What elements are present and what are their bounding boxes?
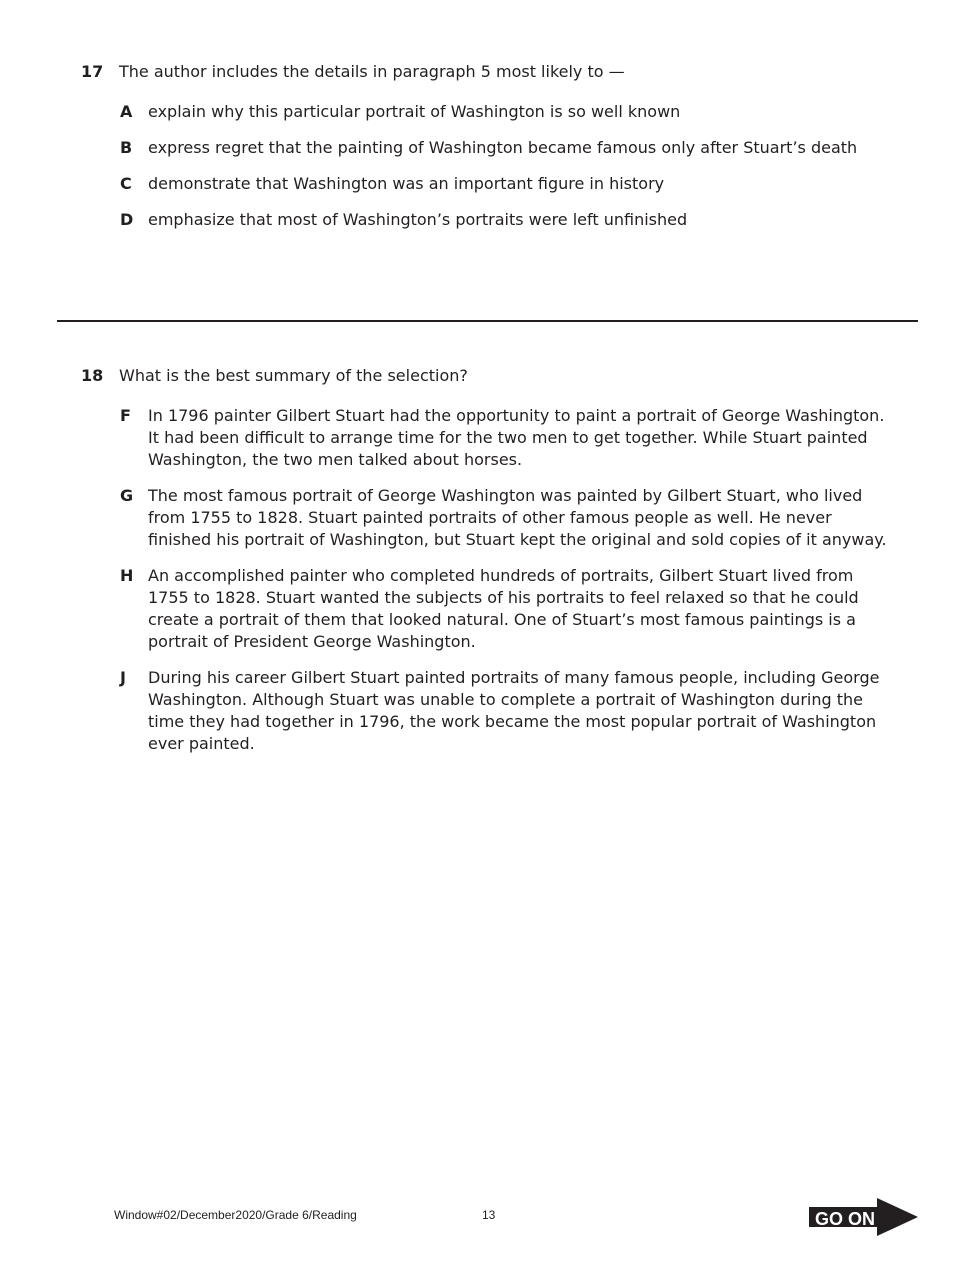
answer-option-b[interactable] (120, 137, 891, 159)
option-letter: C (120, 174, 132, 193)
option-text: explain why this particular portrait of Washington is so well known (148, 102, 681, 121)
go-on-label: GO ON (815, 1209, 876, 1229)
option-letter: G (120, 486, 134, 505)
answer-option-f[interactable] (120, 405, 891, 471)
option-text: During his career Gilbert Stuart painted portraits of many famous people, including George Washington. Although Stuart was unable to complete a portrait of Washington during the time they had together in 1796, the work became the most popular portrait of Washington ever painted. (148, 668, 880, 753)
answer-option-g[interactable] (120, 485, 891, 551)
question-header (81, 61, 891, 83)
question-number: 18 (81, 366, 104, 385)
option-text: An accomplished painter who completed hundreds of portraits, Gilbert Stuart lived from 1755 to 1828. Stuart wanted the subjects of his portraits to feel relaxed so that he could create a portrait of them that looked natural. One of Stuart’s most famous paintings is a portrait of President George Washington. (148, 566, 859, 651)
question-18 (81, 365, 891, 769)
question-17 (81, 61, 891, 245)
answer-options (120, 405, 891, 755)
question-number: 17 (81, 62, 104, 81)
question-stem: What is the best summary of the selection? (119, 366, 468, 385)
option-text: The most famous portrait of George Washington was painted by Gilbert Stuart, who lived from 1755 to 1828. Stuart painted portraits of other famous people as well. He never finished his portrait of Washington, but Stuart kept the original and sold copies of it anyway. (148, 486, 887, 549)
answer-options (120, 101, 891, 231)
answer-option-h[interactable] (120, 565, 891, 653)
footer-form-id: Window#02/December2020/Grade 6/Reading (114, 1208, 357, 1222)
go-on-indicator (809, 1197, 919, 1237)
page-number: 13 (482, 1208, 496, 1222)
option-letter: F (120, 406, 131, 425)
question-stem: The author includes the details in paragraph 5 most likely to — (119, 62, 625, 81)
option-text: demonstrate that Washington was an important figure in history (148, 174, 665, 193)
option-letter: B (120, 138, 133, 157)
option-letter: H (120, 566, 134, 585)
option-letter: D (120, 210, 134, 229)
answer-option-d[interactable] (120, 209, 891, 231)
option-text: express regret that the painting of Washington became famous only after Stuart’s death (148, 138, 858, 157)
answer-option-j[interactable] (120, 667, 891, 755)
option-letter: J (120, 668, 126, 687)
section-divider (57, 320, 918, 322)
answer-option-a[interactable] (120, 101, 891, 123)
option-text: In 1796 painter Gilbert Stuart had the opportunity to paint a portrait of George Washington. It had been difficult to arrange time for the two men to get together. While Stuart painted Washington, the two men talked about horses. (148, 406, 885, 469)
question-header (81, 365, 891, 387)
answer-option-c[interactable] (120, 173, 891, 195)
option-letter: A (120, 102, 133, 121)
option-text: emphasize that most of Washington’s portraits were left unfinished (148, 210, 688, 229)
